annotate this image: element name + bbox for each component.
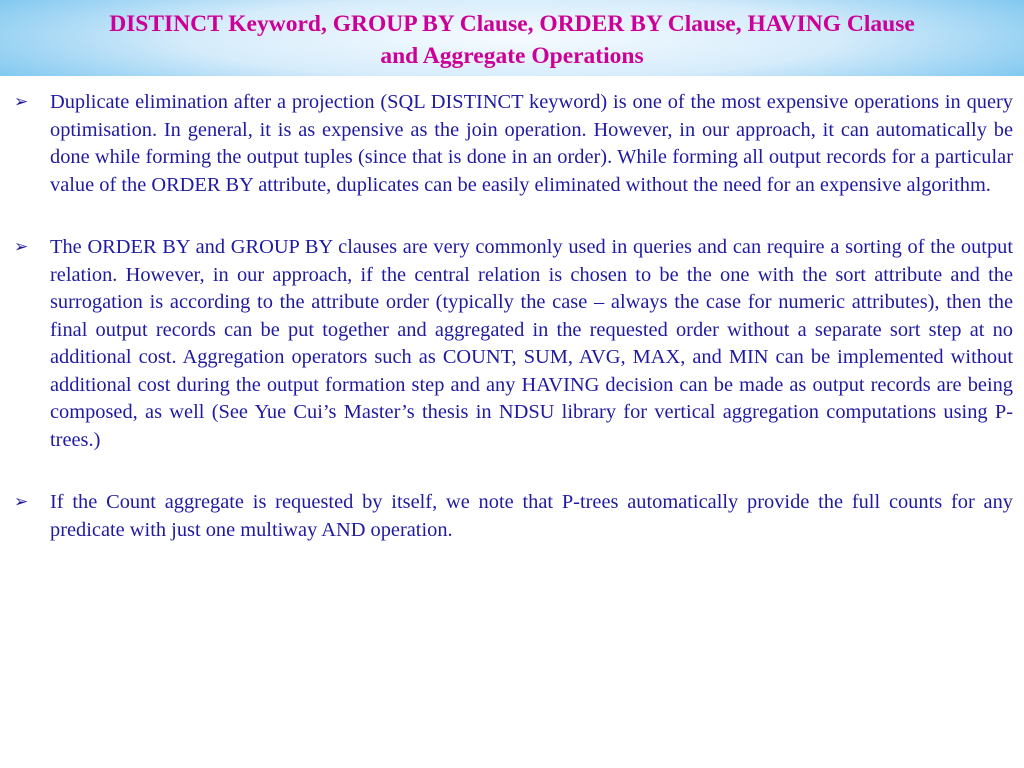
bullet-text-order-group-by: The ORDER BY and GROUP BY clauses are very commonly used in queries and can require a sorting of the output relation. However, in our approach, if the central relation is chosen to be the one with the sort attribute and the surrogation is according to the attribute order (typically the case – always the case for numeric attributes), then the final output records can be put together and aggregated in the requested order without a separate sort step at no additional cost. Aggregation operators such as COUNT, SUM, AVG, MAX, and MIN can be implemented without additional cost during the output formation step and any HAVING decision can be made as output records are being composed, as well (See Yue Cui’s Master’s thesis in NDSU library for vertical aggregation computations using P-trees.) — [50, 236, 1013, 451]
arrow-bullet-icon: ➢ — [14, 492, 29, 512]
slide-title-line-2: and Aggregate Operations — [380, 43, 644, 69]
arrow-bullet-icon: ➢ — [14, 237, 29, 257]
bullet-item-distinct — [14, 89, 1013, 199]
bullet-text-count: If the Count aggregate is requested by itself, we note that P-trees automatically provide the full counts for any predicate with just one multiway AND operation. — [50, 491, 1013, 541]
slide-title-line-1: DISTINCT Keyword, GROUP BY Clause, ORDER BY Clause, HAVING Clause — [109, 11, 915, 37]
bullet-item-order-group-by — [14, 234, 1013, 454]
title-banner — [0, 0, 1024, 76]
arrow-bullet-icon: ➢ — [14, 92, 29, 112]
bullet-item-count — [14, 489, 1013, 544]
bullet-text-distinct: Duplicate elimination after a projection (SQL DISTINCT keyword) is one of the most expensive operations in query optimisation. In general, it is as expensive as the join operation. However, in our approach, it can automatically be done while forming the output tuples (since that is done in an order). While forming all output records for a particular value of the ORDER BY attribute, duplicates can be easily eliminated without the need for an expensive algorithm. — [50, 91, 1013, 196]
bullet-list — [14, 89, 1013, 579]
